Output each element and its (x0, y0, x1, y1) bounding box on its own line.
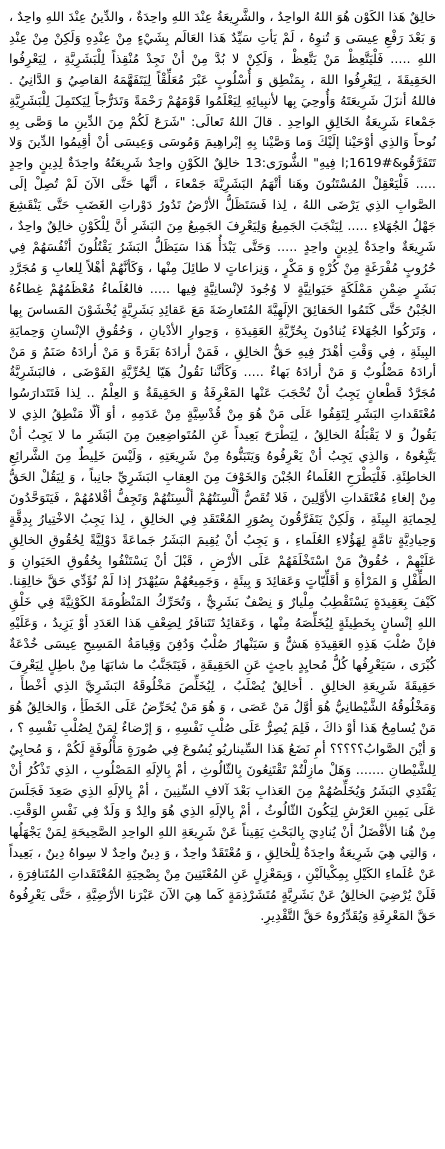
article-body-text: خالِقٌ هَذا الكَوْن هُوَ اللهُ الواحِدُ ، والشَّرِيعَةُ عِنْدَ اللهِ واحِدَةٌ ، والدِّينُ عِنْدَ اللهِ واحِدٌ ، وَ بَعْدَ رَفْعِ عِيسَى وَ تُنوِهُ ، لَمْ يَأتِ سَيِّدٌ هَذا العَالَم بِشَيْءٍ مِنْ عِنْدِهِ وَلَكِنْ مِنْ عِنْدِ اللهِ ..... فَلْيَتَّعِظْ مَنْ يَتَّعِظْ ، وَلَكِنْ لا بُدَّ مِنْ أنْ نَجِدْ مُنْقِذاً لِلْبَشَرِيَّةِ ، لِيَعْرِفُوا الحَقِيقَةَ ، لِيَعْرِفُوا اللهَ ، بِمَنْطِق وَ أُسْلُوبٍ عَبْرَ مُعَلِّقْاً لِيَتَفَهَّمَهُ القاصِيُ وَ الدَّانِيُ . فاللهُ أنزَلَ شَرِيعَتَهُ وَأُوحِيَ بِها لأنبِيائِهِ لِيَعْلَمُوا قَوْمَهُمْ رَحْمَةً وَتَدَرُّجاً لِيَكتَمِلَ لِلْبَشَرِيَّةِ جَمْعاءَ شَرِيعَةُ الخَالِقِ الواحِدِ . قالَ اللهُ تَعالَى: "شَرَعَ لَكُمْ مِنَ الدِّينِ ما وَصَّى بِهِ نُوحاً وَالذِي أوْحَيْنا إلَيْكَ وَما وَصَّيْنا بِهِ إبْراهِيمَ وَمُوسَى وَعِيسَى أنْ أقِيمُوا الدِّينَ وَلا تَتَفَرَّقُو&#1619;ا فِيهِ" الشُّورَى:13 خالِقٌ الكَوْنِ واحِدٌ شَرِيعَتُهُ واحِدَةٌ لِدِينٍ واحِدٍ ..... فَلْيَعْقِلْ المُسْتَنُونَ وهَنا أتْهَمُ البَشَرِيَّةَ جَمْعاءَ ، أنَّها حَتَّى الآنَ لَمْ تُصِلْ إلَى الصَّوابِ الذِي يَرْضَى اللهُ ، لِذا فَسَتَظَلُّ الأرْضُ تَدُورُ دَوْراتِ الغَضَبِ حَتَّى يَنْقَشِعَ جَهْلُ الجُهَلاءِ ..... لِيَنْجَبَ الجَمِيعُ وَلِيَعْرِفَ الجَمِيعُ مِنَ البَشَرِ أنَّ لِلْكَوْنِ خالِقٌ واحِدٌ ، شَرِيعَةٌ واحِدَةٌ لِدِينٍ واحِدٍ ..... وَحَتَّى يَبْدَأُ هَذا سَيَظَلُّ البَشَرُ يَقْتُلُونَ أنْفُسَهُمْ فِي حُرُوبٍ مُفْرَغَةٍ مِنْ كُرْهٍ وَ مَكْرٍ ، وَنِزاعاتٍ لا طائِلَ مِنْها ، وَكَأنَّهُمْ أهْلاً لِلعابِ وَ مُجَرَّدِ بَشَرٍ ضِمْنِ مَمْلَكَةٍ حَيَوانِيَّةٍ لا وُجُودَ لإنْسانِيَّةٍ فِيها ..... فالعُلَماءُ مُعْظَمُهُمْ غِطاءُهُ الجُبْنُ حَتَّى كَتَمُوا الحَقائِقَ الإلَهِيَّةَ المُتَعارِضَةَ مَعَ عَقائِدِ بَشَرِيَّةٍ يُخْشَوْنَ المَساسَ بِها ، وَتَرَكُوا الجُهَلاءَ يُنادُونَ بِحُرِّيَّةِ العَقِيدَةِ ، وَحِوارِ الأدْيانِ ، وَحُقُوقِ الإنْسانِ وَحِمايَةِ البِيئَةِ ، فِي وَقْتِ أهْدَرُ فِيهِ حَقُّ الخالِقِ ، فَمَنْ أرادَهُ بَقَرَةً وَ مَنْ أرادَهُ صَنَمٌ وَ مَنْ أرادَهُ مَصْلُوبٌ وَ مَنْ أرادَهُ بَهاءٌ ..... وَكَأنَّنا نَقُولُ هَيّا لِحُرِّيَّةِ الفَوْضَى ، فالبَشَرِيَّةُ مُجَرَّدٌ قَطْعانٍ يَجِبُ أنْ تُحْجَبَ عَنْها المَعْرِفَةُ وَ الحَقِيقَةُ وَ العِلْمُ .. لِذا فَتَتَدارَسُوا مُعْتَقَداتِ البَشَرِ لِتَقِفُوا عَلَى مَنْ هُوَ مِنْ قُدْسِيَّةٍ مِنْ عَدَمِهِ ، أوَ ألّا مَنْطِقُ الذِي لا يَقُولُ وَ لا يَقْبَلُهُ الخالِقُ ، لِيَطْرَحَ بَعِيداً عَنِ المُتَواضِعِينَ مِنَ البَشَرِ ما لا يَجِبُ أنْ يَتَّبِعُوهُ ، وَالذِي يَجِبُ أنْ يَعْرِفُوهُ وَيَتَبَنُّوهُ مِنْ شَرِيعَتِهِ ، وَلَيْسَ خَلِيطٌ مِنَ الشَّرائِعِ الخاطِئَةِ. فَلْيَطْرَحِ العُلَماءُ الجُبْنَ وَالخَوْفَ مِنَ العِقابِ البَشَرِيِّ جانِباً ، وَ لِيَقُلْ الحَقُّ مِنْ إلغاءِ مُعْتَقَداتِ الأوَّلِينَ ، فَلا تُقَصُّ ألْسِنَتُهُمْ ألْسِنَتُهُمْ وَتَجِفُّ أقْلامُهُمْ ، فَيَتَوَحَّدُونَ لِحِمايَةِ البِيئَةِ ، وَلَكِنْ يَتَفَرَّقُونَ بِصُوَرِ المُعْتَقَدِ فِي الخالِقِ ، لِذا يَجِبُ الاخْتِيارُ بِدِقَّةٍ وَحِيادِيَّةٍ تامَّةٍ لِهَؤُلاءِ العُلَماءِ ، وَ يَجِبُ أنْ يُقِيمَ البَشَرُ جَماعَةً دَوْلِيَّةً لِحُقُوقِ الخالِقِ عَلَيْهِمْ ، حُقُوقٌ مَنْ اسْتَخْلَفَهُمْ عَلَى الأرْضِ ، قَبْلَ أنْ يَسْتَنْفُوا بِحُقُوقِ الحَيَوانِ وَ الطِّفْلِ وَ المَرْأةِ وَ أقَلِّيّاتٍ وَعَقائِدَ وَ بِيئَةٍ ، وَجَمِيعُهُمْ سَيُهْدَرُ إذا لَمْ نُؤَدِّي حَقَّ خالِقِنا. كَيْفَ بِعَقِيدَةٍ يَسْتَقْطِبُ مِلْيارٌ وَ نِصْفٌ بَشَرِيٌّ ، وَتُحَرِّكُ المَنْظُومَةَ الكَوْنِيَّةَ فِي خَلْقِ اللهِ إنْسانٍ بِخَطِيئَةٍ لِيُخَلِّصَهُ مِنْها ، وَعَقائِدُ تَتَنافَرُ لِضِعْفِ هَذا العَدَدِ أوْ يَزِيدُ ، وَعَلَيْهِ فإنْ صُلْبَ هَذِهِ العَقِيدَةِ هَشٌّ وَ سَيَنْهارُ صُلْبٌ وَدُفِنَ وَقِيامَةُ المَسِيحِ عِيسَى خُدْعَةٌ كُبْرَى ، سَيَعْرِفُها كُلُّ مُحايِدٍ باحِثٍ عَنِ الحَقِيقَةِ ، فَيَتَجَنَّبُ ما شابَهَا مِنْ باطِلٍ لِيَعْرِفَ حَقِيقَةَ شَرِيعَةِ الخالِقِ . أخالِقٌ يُصْلَبُ ، لِيُخَلِّصَ مَخْلُوقَهُ البَشَرِيَّ الذِي أخْطأَ ، وَمَخْلُوقُهُ الشَّيْطانِيُّ هُوَ أوَّلُ مَنْ عَصَى ، وَ هُوَ مَنْ يُحَرِّضُ عَلَى الخَطَأِ ، وَالخالِقُ هُوَ مَنْ يُسامِحُ هَذا أوْ ذاكَ ، فَلِمَ يُصِرُّ عَلَى صُلْبِ نَفْسِهِ ، وَ إرْضاءٌ لِمَنْ لِصُلْبِ نَفْسِهِ ؟ ، وَ أيْنَ الصَّوابُ؟؟؟؟؟ أمِ نَضَعُ هَذا السِّيناريُو يُسُوعَ فِي صُورَةٍ مَأْلُوفَةٍ لَكُمْ ، وَ مُحابِيٌ لِلشَّيْطانِ ....... وَهَلْ مازِلْتُمْ تَقْتَنِعُونَ بِالثّالُوثِ ، أمْ بِالإلَهِ المَصْلُوبِ ، الذِي تَذْكُرُ أنْ يَفْتَدِي البَشَرُ وَيُخَلِّصُهُمْ مِنَ العَذابِ بَعْدَ آلافِ السِّنِينَ ، أمْ بِالإلَهِ الذِي صَعِدَ فَجَلَسَ عَلَى يَمِينِ العَرْشِ لِيَكُونَ الثّالُوثُ ، أمْ بِالإلَهِ الذِي هُوَ والِدٌ وَ وَلَدٌ فِي نَفْسِ الوَقْتِ. مِنْ هُنا الأفْضَلُ أنْ يُنادِيَ بِالبَحْثِ يَقِيناً عَنْ شَرِيعَةِ اللهِ الواحِدِ الصَّحِيحَةِ لِمَنْ يَجْهَلُها ، وَالتِي هِيَ شَرِيعَةٌ واحِدَةٌ لِلْخالِقِ ، وَ مُعْتَقَدٌ واحِدٌ ، وَ دِينٌ واحِدٌ لا سِواهُ دِينٌ ، بَعِيداً عَنْ عُلَماءِ الكَيْلِ بِمِكْيالَيْنِ ، وَبِمَعْزِلٍ عَنِ المُعْتَنِينَ مِنْ بِصْحِيَةِ المُعْتَقَداتِ المُتَنافِرَةِ ، فَلَنْ يُرْضِيَ الخالِقُ عَنْ بَشَرِيَّةٍ مُتَشَرْذِمَةٍ كَما هِيَ الآنَ عَبْرَنا الأرْضِيَّةِ ، حَتَّى يَعْرِفُوهُ حَقَّ المَعْرِفَةِ وَيُقَدِّرُوهُ حَقَّ التَّقْدِيرِ. (9, 10, 436, 924)
